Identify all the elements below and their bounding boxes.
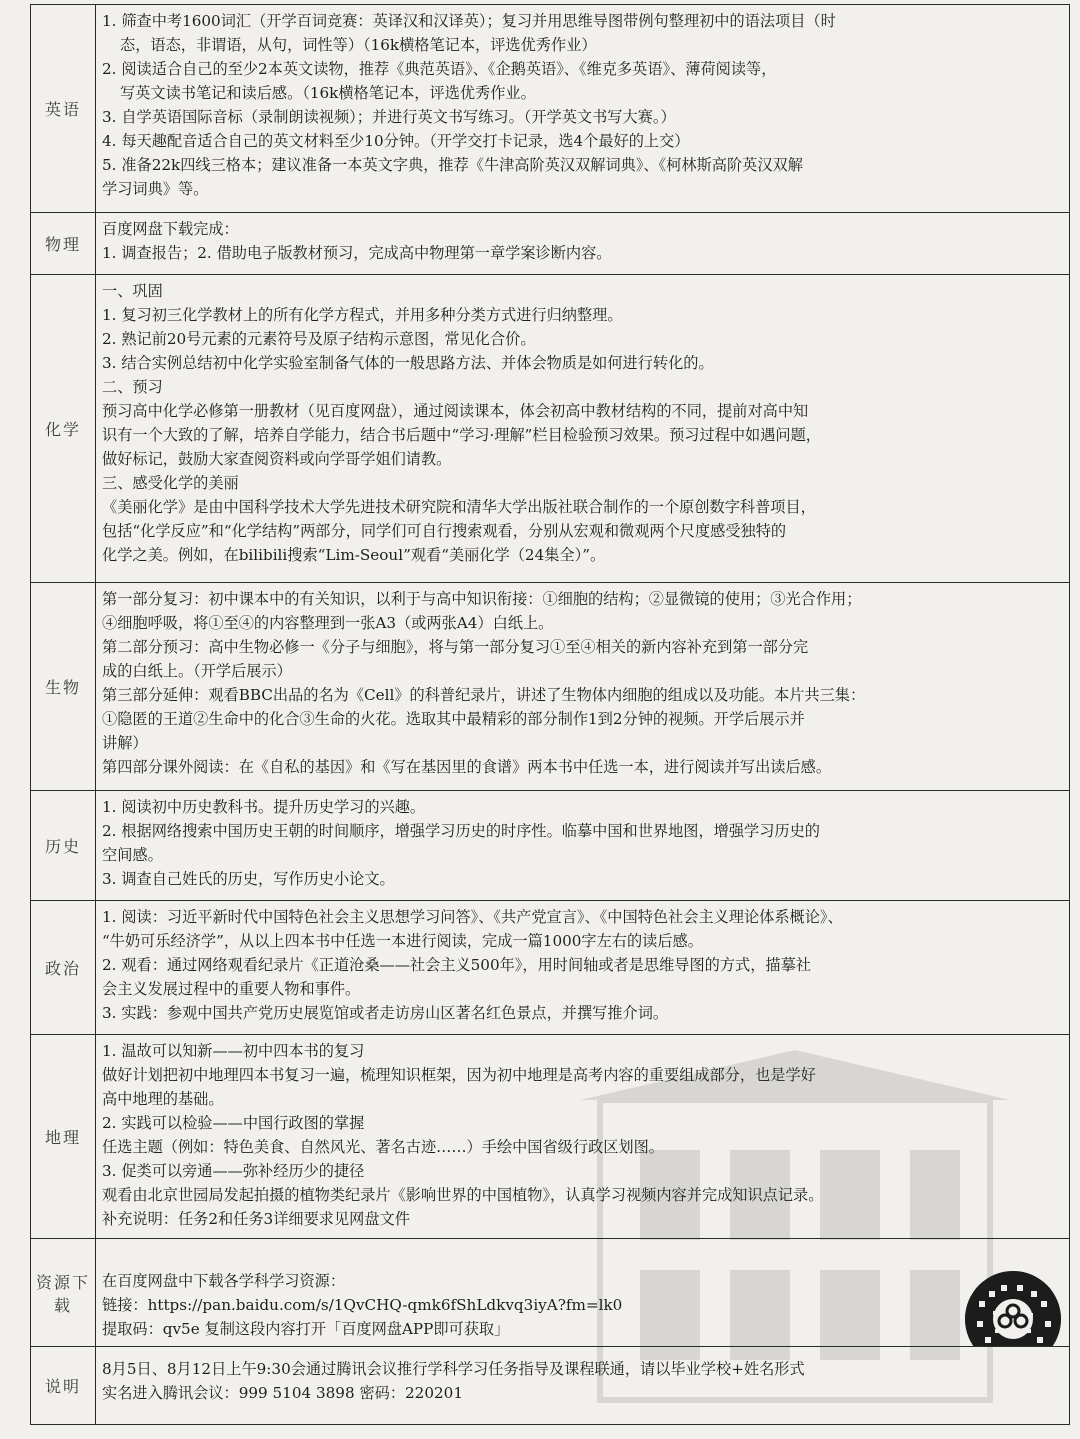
biology-line-6: ①隐匿的王道②生命中的化合③生命的火花。选取其中最精彩的部分制作1到2分钟的视频。开学后展示并 bbox=[102, 710, 805, 728]
row-biology bbox=[31, 583, 1070, 791]
history-line-3: 空间感。 bbox=[102, 846, 163, 864]
english-line-8: 学习词典》等。 bbox=[102, 180, 209, 198]
row-geography bbox=[31, 1035, 1070, 1239]
chemistry-line-6: 预习高中化学必修第一册教材（见百度网盘），通过阅读课本，体会初高中教材结构的不同，提前对高中知 bbox=[102, 402, 809, 420]
biology-line-5: 第三部分延伸：观看BBC出品的名为《Cell》的科普纪录片，讲述了生物体内细胞的组成以及功能。本片共三集： bbox=[102, 686, 866, 704]
geography-line-7: 观看由北京世园局发起拍摄的植物类纪录片《影响世界的中国植物》，认真学习视频内容并完成知识点记录。 bbox=[102, 1186, 824, 1204]
chemistry-line-11: 包括“化学反应”和“化学结构”两部分，同学们可自行搜索观看，分别从宏观和微观两个尺度感受独特的 bbox=[102, 522, 787, 540]
english-line-7: 5. 准备22k四线三格本；建议准备一本英文字典，推荐《牛津高阶英汉双解词典》、《柯林斯高阶英汉双解 bbox=[102, 156, 803, 174]
row-chemistry bbox=[31, 275, 1070, 583]
study-plan-sheet bbox=[30, 4, 1070, 1434]
subject-content-chemistry bbox=[96, 275, 1070, 583]
chemistry-line-10: 《美丽化学》是由中国科学技术大学先进技术研究院和清华大学出版社联合制作的一个原创数字科普项目， bbox=[102, 498, 816, 516]
chemistry-line-12: 化学之美。例如，在bilibili搜索“Lim-Seoul”观看“美丽化学（24集全）”。 bbox=[102, 546, 606, 564]
geography-line-1: 1. 温故可以知新——初中四本书的复习 bbox=[102, 1042, 365, 1060]
row-physics bbox=[31, 213, 1070, 275]
english-line-4: 写英文读书笔记和读后感。（16k横格笔记本，评选优秀作业。 bbox=[120, 84, 536, 102]
subject-label-english: 英语 bbox=[31, 5, 96, 213]
row-politics bbox=[31, 901, 1070, 1035]
chemistry-line-5: 二、预习 bbox=[102, 378, 163, 396]
english-line-5: 3. 自学英语国际音标（录制朗读视频）；并进行英文书写练习。（开学英文书写大赛。） bbox=[102, 108, 676, 126]
subject-content-biology bbox=[96, 583, 1070, 791]
subject-label-physics: 物理 bbox=[31, 213, 96, 275]
subject-label-politics: 政治 bbox=[31, 901, 96, 1035]
biology-line-8: 第四部分课外阅读：在《自私的基因》和《写在基因里的食谱》两本书中任选一本，进行阅读并写出读后感。 bbox=[102, 758, 831, 776]
subject-label-notes: 说明 bbox=[31, 1347, 96, 1425]
geography-line-3: 高中地理的基础。 bbox=[102, 1090, 224, 1108]
subject-content-english bbox=[96, 5, 1070, 213]
politics-line-2: “牛奶可乐经济学”，从以上四本书中任选一本进行阅读，完成一篇1000字左右的读后感。 bbox=[102, 932, 703, 950]
row-notes bbox=[31, 1347, 1070, 1425]
subject-content-physics bbox=[96, 213, 1070, 275]
subject-label-resources: 资源下载 bbox=[31, 1239, 96, 1347]
history-line-2: 2. 根据网络搜索中国历史王朝的时间顺序，增强学习历史的时序性。临摹中国和世界地图，增强学习历史的 bbox=[102, 822, 820, 840]
subject-content-resources bbox=[96, 1239, 1070, 1347]
subject-content-geography bbox=[96, 1035, 1070, 1239]
chemistry-line-1: 一、巩固 bbox=[102, 282, 163, 300]
biology-line-2: ④细胞呼吸，将①至④的内容整理到一张A3（或两张A4）白纸上。 bbox=[102, 614, 554, 632]
english-line-2: 态，语态，非谓语，从句，词性等）（16k横格笔记本，评选优秀作业） bbox=[120, 36, 597, 54]
biology-line-7: 讲解） bbox=[102, 734, 148, 752]
geography-line-6: 3. 促类可以旁通——弥补经历少的捷径 bbox=[102, 1162, 365, 1180]
subject-content-notes bbox=[96, 1347, 1070, 1425]
biology-line-3: 第二部分预习：高中生物必修一《分子与细胞》，将与第一部分复习①至④相关的新内容补充到第一部分完 bbox=[102, 638, 809, 656]
resources-line-1: 在百度网盘中下载各学科学习资源： bbox=[102, 1272, 345, 1290]
chemistry-line-3: 2. 熟记前20号元素的元素符号及原子结构示意图，常见化合价。 bbox=[102, 330, 536, 348]
subject-content-politics bbox=[96, 901, 1070, 1035]
biology-line-4: 成的白纸上。（开学后展示） bbox=[102, 662, 292, 680]
row-history bbox=[31, 791, 1070, 901]
history-line-4: 3. 调查自己姓氏的历史，写作历史小论文。 bbox=[102, 870, 395, 888]
notes-line-2: 实名进入腾讯会议：999 5104 3898 密码：220201 bbox=[102, 1384, 463, 1402]
chemistry-line-2: 1. 复习初三化学教材上的所有化学方程式，并用多种分类方式进行归纳整理。 bbox=[102, 306, 623, 324]
resources-link[interactable]: 链接：https://pan.baidu.com/s/1QvCHQ-qmk6fShLdkvq3iyA?fm=lk0 bbox=[102, 1296, 623, 1314]
politics-line-5: 3. 实践：参观中国共产党历史展览馆或者走访房山区著名红色景点，并撰写推介词。 bbox=[102, 1004, 669, 1022]
subject-label-biology: 生物 bbox=[31, 583, 96, 791]
english-line-3: 2. 阅读适合自己的至少2本英文读物，推荐《典范英语》、《企鹅英语》、《维克多英语》、薄荷阅读等， bbox=[102, 60, 777, 78]
row-english bbox=[31, 5, 1070, 213]
subject-label-chemistry: 化学 bbox=[31, 275, 96, 583]
history-line-1: 1. 阅读初中历史教科书。提升历史学习的兴趣。 bbox=[102, 798, 426, 816]
subject-label-geography: 地理 bbox=[31, 1035, 96, 1239]
english-line-1: 1. 筛查中考1600词汇（开学百词竞赛：英译汉和汉译英）；复习并用思维导图带例句整理初中的语法项目（时 bbox=[102, 12, 836, 30]
chemistry-line-4: 3. 结合实例总结初中化学实验室制备气体的一般思路方法、并体会物质是如何进行转化的。 bbox=[102, 354, 714, 372]
chemistry-line-8: 做好标记，鼓励大家查阅资料或向学哥学姐们请教。 bbox=[102, 450, 452, 468]
resources-code: 提取码：qv5e 复制这段内容打开「百度网盘APP即可获取」 bbox=[102, 1320, 510, 1338]
geography-line-5: 任选主题（例如：特色美食、自然风光、著名古迹……）手绘中国省级行政区划图。 bbox=[102, 1138, 664, 1156]
politics-line-4: 会主义发展过程中的重要人物和事件。 bbox=[102, 980, 361, 998]
subject-content-history bbox=[96, 791, 1070, 901]
physics-line-2: 1. 调查报告；2. 借助电子版教材预习，完成高中物理第一章学案诊断内容。 bbox=[102, 244, 612, 262]
chemistry-line-7: 识有一个大致的了解，培养自学能力，结合书后题中“学习·理解”栏目检验预习效果。预习过程中如遇问题， bbox=[102, 426, 821, 444]
geography-line-2: 做好计划把初中地理四本书复习一遍，梳理知识框架，因为初中地理是高考内容的重要组成部分，也是学好 bbox=[102, 1066, 816, 1084]
subject-label-history: 历史 bbox=[31, 791, 96, 901]
chemistry-line-9: 三、感受化学的美丽 bbox=[102, 474, 239, 492]
politics-line-3: 2. 观看：通过网络观看纪录片《正道沧桑——社会主义500年》，用时间轴或者是思维导图的方式，描摹社 bbox=[102, 956, 811, 974]
notes-line-1: 8月5日、8月12日上午9:30会通过腾讯会议推行学科学习任务指导及课程联通，请以毕业学校+姓名形式 bbox=[102, 1360, 805, 1378]
geography-line-8: 补充说明：任务2和任务3详细要求见网盘文件 bbox=[102, 1210, 410, 1228]
english-line-6: 4. 每天趣配音适合自己的英文材料至少10分钟。（开学交打卡记录，选4个最好的上交） bbox=[102, 132, 690, 150]
study-plan-table bbox=[30, 4, 1070, 1425]
geography-line-4: 2. 实践可以检验——中国行政图的掌握 bbox=[102, 1114, 365, 1132]
row-resources bbox=[31, 1239, 1070, 1347]
physics-line-1: 百度网盘下载完成： bbox=[102, 220, 239, 238]
biology-line-1: 第一部分复习：初中课本中的有关知识，以利于与高中知识衔接：①细胞的结构；②显微镜的使用；③光合作用； bbox=[102, 590, 862, 608]
politics-line-1: 1. 阅读：习近平新时代中国特色社会主义思想学习问答》、《共产党宣言》、《中国特色社会主义理论体系概论》、 bbox=[102, 908, 843, 926]
